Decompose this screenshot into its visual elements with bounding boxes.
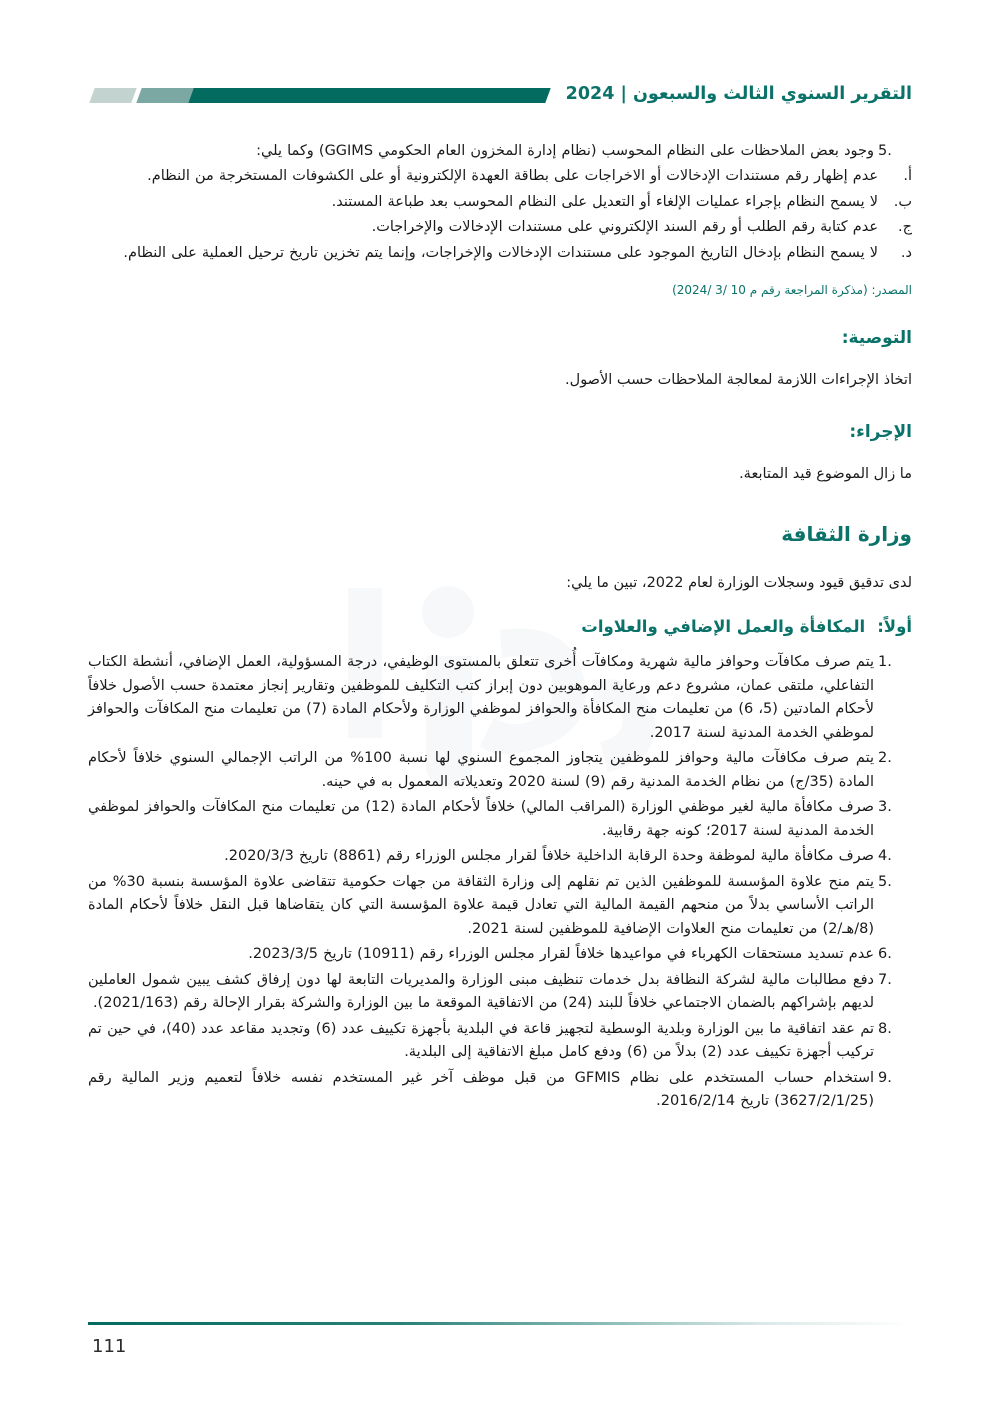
list-text: عدم تسديد مستحقات الكهرباء في مواعيدها خلافاً لقرار مجلس الوزراء رقم (10911) تاريخ 2023/3/5. (248, 946, 874, 963)
section-one-heading (88, 615, 912, 639)
list-text: يتم صرف مكافآت وحوافز مالية شهرية ومكافآت أُخرى تتعلق بالمستوى الوظيفي، درجة المسؤولية، العمل الإضافي، أنشطة الكتاب التفاعلي، ملتقى عمان، مشروع دعم ورعاية الموهوبين دون إبراز كتب التكليف للموظفين وتقارير إنجاز معتمدة حسب الأصول خلافاً لأحكام المادتين (5، 6) من تعليمات منح المكافأة والحوافز لموظفي الوزارة ولأحكام المادة (7) من تعليمات منح المكافآت والحوافز لموظفي الخدمة المدنية لسنة 2017. (88, 654, 875, 741)
list-marker: ج. (898, 219, 912, 236)
list-marker: 5. (878, 873, 892, 890)
list-text: لا يسمح النظام بإدخال التاريخ الموجود على مستندات الإدخالات والإخراجات، وإنما يتم تخزين تاريخ ترحيل العملية على النظام. (123, 244, 878, 261)
list-marker: 7. (878, 971, 892, 988)
ministry-heading: وزارة الثقافة (781, 521, 912, 546)
header-bar-medium (136, 88, 193, 103)
list-item (88, 796, 912, 843)
list-item (88, 140, 912, 163)
list-text: يتم منح علاوة المؤسسة للموظفين الذين تم نقلهم إلى وزارة الثقافة من جهات حكومية تتقاضى علاوة المؤسسة بنسبة 30% من الراتب الأساسي بدلاً من منحهم القيمة المالية التي تعادل قيمة علاوة المؤسسة التي كان يتقاضاها قبل النقل خلافاً لأحكام المادة (8/هـ/2) من تعليمات منح العلاوات الإضافية للموظفين لسنة 2021. (88, 873, 874, 937)
list-text: صرف مكافأة مالية لموظفة وحدة الرقابة الداخلية خلافاً لقرار مجلس الوزراء رقم (8861) تاريخ 2020/3/3. (224, 848, 874, 865)
list-text: وجود بعض الملاحظات على النظام المحوسب (نظام إدارة المخزون العام الحكومي GGIMS) وكما يلي: (256, 143, 874, 159)
top-findings-list (88, 140, 912, 163)
list-item (88, 216, 912, 239)
page-content (88, 140, 912, 1116)
list-item (88, 165, 912, 188)
list-marker: 4. (878, 848, 892, 865)
action-text: ما زال الموضوع قيد المتابعة. (739, 465, 912, 482)
list-marker: د. (900, 244, 912, 261)
page-number: 111 (92, 1336, 127, 1357)
section-ordinal: أولاً: (877, 617, 912, 637)
footer-divider (88, 1322, 912, 1325)
list-marker: 6. (878, 946, 892, 963)
header-decorative-bars (88, 86, 548, 104)
section-one-findings-list (88, 651, 912, 1113)
header-bar-light (89, 88, 136, 103)
list-item (88, 845, 912, 868)
list-marker: 5. (878, 143, 892, 159)
recommendation-text: اتخاذ الإجراءات اللازمة لمعالجة الملاحظات حسب الأصول. (565, 372, 912, 389)
list-text: صرف مكافأة مالية لغير موظفي الوزارة (المراقب المالي) خلافاً لأحكام المادة (12) من تعليمات منح المكافآت والحوافز لموظفي الخدمة المدنية لسنة 2017؛ كونه جهة رقابية. (88, 799, 874, 839)
list-marker: ب. (893, 193, 912, 210)
list-marker: 1. (878, 654, 892, 671)
list-item (88, 191, 912, 214)
section-title: المكافأة والعمل الإضافي والعلاوات (581, 617, 866, 637)
list-item (88, 943, 912, 966)
list-text: عدم إظهار رقم مستندات الإدخالات أو الاخراجات على بطاقة العهدة الإلكترونية أو على الكشوفات المستخرجة من النظام. (147, 168, 878, 185)
header-bar-dark (188, 88, 550, 103)
list-marker: 3. (878, 799, 892, 816)
list-text: لا يسمح النظام بإجراء عمليات الإلغاء أو التعديل على النظام المحوسب بعد طباعة المستند. (331, 193, 878, 210)
list-item (88, 1018, 912, 1065)
list-marker: أ. (903, 168, 912, 185)
list-item (88, 242, 912, 265)
recommendation-heading: التوصية: (841, 328, 912, 349)
source-reference: المصدر: (مذكرة المراجعة رقم م 10 /3 /2024) (672, 283, 912, 298)
list-text: تم عقد اتفاقية ما بين الوزارة وبلدية الوسطية لتجهيز قاعة في البلدية بأجهزة تكييف عدد (6) وتجديد مقاعد عدد (40)، في حين تم تركيب أجهزة تكييف عدد (2) بدلاً من (6) ودفع كامل مبلغ الاتفاقية إلى البلدية. (88, 1020, 874, 1061)
action-heading: الإجراء: (849, 421, 912, 442)
list-item (88, 871, 912, 941)
list-item (88, 969, 912, 1016)
list-marker: 9. (878, 1069, 892, 1086)
list-text: يتم صرف مكافآت مالية وحوافز للموظفين يتجاوز المجموع السنوي لها نسبة 100% من الراتب الإجمالي السنوي خلافاً لأحكام المادة (35/ج) من نظام الخدمة المدنية رقم (9) لسنة 2020 وتعديلاته المعمول به في حينه. (88, 750, 874, 790)
list-text: دفع مطالبات مالية لشركة النظافة بدل خدمات تنظيف مبنى الوزارة والمديريات التابعة لها دون إرفاق كشف يبين شمول العاملين لديهم بإشراكهم بالضمان الاجتماعي خلافاً للبند (24) من الاتفاقية الموقعة ما بين الوزارة والشركة بقرار الإحالة رقم (2021/163). (88, 971, 874, 1012)
list-item (88, 1067, 912, 1114)
list-marker: 8. (878, 1020, 892, 1037)
list-marker: 2. (878, 750, 892, 767)
report-title: التقرير السنوي الثالث والسبعون | 2024 (565, 84, 912, 105)
list-item (88, 747, 912, 794)
list-text: استخدام حساب المستخدم على نظام GFMIS من قبل موظف آخر غير المستخدم نفسه خلافاً لتعميم وزير المالية رقم (3627/2/1/25) تاريخ 2016/2/14. (88, 1069, 875, 1110)
top-findings-sublist (88, 165, 912, 265)
list-item (88, 651, 912, 745)
page-header (88, 78, 912, 112)
list-text: عدم كتابة رقم الطلب أو رقم السند الإلكتروني على مستندات الإدخالات والإخراجات. (371, 219, 878, 236)
ministry-intro-text: لدى تدقيق قيود وسجلات الوزارة لعام 2022، تبين ما يلي: (566, 574, 912, 591)
